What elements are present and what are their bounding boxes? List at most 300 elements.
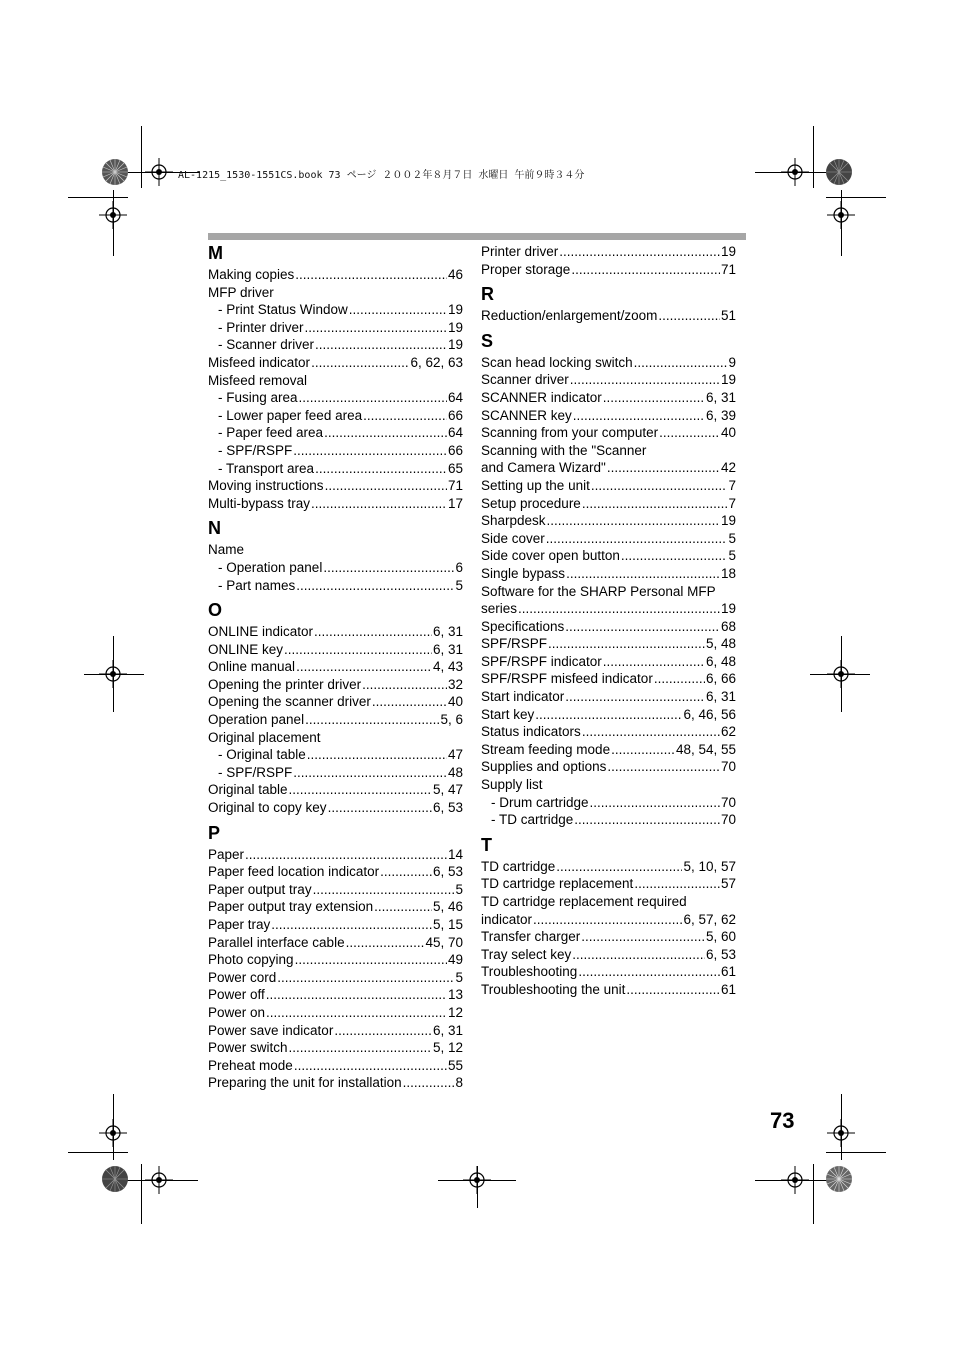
entry-pages: 6, 57, 62 xyxy=(683,911,736,927)
entry-term: SCANNER indicator xyxy=(481,389,602,405)
entry-pages: 48 xyxy=(447,764,463,780)
entry-term: - SPF/RSPF xyxy=(218,442,292,460)
index-entry xyxy=(481,407,736,425)
dot-leader xyxy=(296,658,432,676)
index-entry: Scanning with the "Scanner xyxy=(481,442,647,458)
registration-target-icon xyxy=(145,1166,173,1194)
index-entry xyxy=(208,846,463,864)
entry-pages: 71 xyxy=(447,478,463,494)
dot-leader xyxy=(607,758,720,776)
registration-target-icon xyxy=(827,660,855,688)
entry-term: Printer driver xyxy=(481,244,559,259)
registration-target-icon xyxy=(781,158,809,186)
header-rule xyxy=(208,233,746,240)
index-entry xyxy=(481,946,736,964)
index-letter-s: S xyxy=(481,330,494,351)
index-entry xyxy=(481,389,736,407)
rosette-mark-icon xyxy=(101,1165,129,1193)
entry-pages: 6, 31 xyxy=(432,624,463,640)
index-letter-o: O xyxy=(208,600,223,621)
index-subentry xyxy=(208,301,463,319)
entry-term: Power off xyxy=(208,987,265,1003)
entry-term: Side cover xyxy=(481,530,545,546)
index-entry xyxy=(208,863,463,881)
entry-pages: 42 xyxy=(720,460,736,476)
dot-leader xyxy=(294,1057,447,1075)
entry-pages: 19 xyxy=(720,601,736,617)
entry-pages: 32 xyxy=(447,676,463,692)
index-entry: MFP driver xyxy=(208,284,274,300)
entry-pages: 19 xyxy=(720,244,736,259)
entry-term: Power save indicator xyxy=(208,1022,334,1038)
entry-pages: 71 xyxy=(720,261,736,277)
entry-term: - Original table xyxy=(218,746,306,764)
entry-pages: 6, 48 xyxy=(705,653,736,669)
entry-pages: 13 xyxy=(447,987,463,1003)
entry-pages: 9 xyxy=(728,354,736,370)
entry-pages: 19 xyxy=(447,337,463,353)
dot-leader xyxy=(295,266,447,284)
entry-term: Transfer charger xyxy=(481,929,581,945)
dot-leader xyxy=(546,530,728,548)
index-letter-n: N xyxy=(208,518,221,539)
index-subentry xyxy=(481,794,736,812)
entry-term: SCANNER key xyxy=(481,407,572,423)
index-entry xyxy=(208,354,463,372)
dot-leader xyxy=(315,460,447,478)
dot-leader xyxy=(556,858,682,876)
index-subentry xyxy=(208,336,463,354)
index-entry xyxy=(208,641,463,659)
entry-pages: 40 xyxy=(720,425,736,441)
entry-pages: 5, 10, 57 xyxy=(683,858,736,874)
entry-term: indicator xyxy=(481,911,533,927)
index-entry: Name xyxy=(208,542,245,558)
entry-pages: 66 xyxy=(447,407,463,423)
index-entry: Software for the SHARP Personal MFP xyxy=(481,583,716,599)
registration-target-icon xyxy=(99,660,127,688)
entry-term: - Drum cartridge xyxy=(491,794,589,812)
entry-pages: 6, 31 xyxy=(432,1022,463,1038)
entry-term: Opening the printer driver xyxy=(208,676,362,692)
dot-leader xyxy=(266,1004,447,1022)
entry-term: Preheat mode xyxy=(208,1057,293,1073)
entry-pages: 6, 31 xyxy=(705,689,736,705)
dot-leader xyxy=(658,307,720,325)
entry-term: Paper output tray xyxy=(208,881,312,897)
entry-term: - SPF/RSPF xyxy=(218,764,292,782)
index-entry xyxy=(208,951,463,969)
index-entry xyxy=(481,243,736,261)
index-entry: Original placement xyxy=(208,729,321,745)
entry-pages: 5, 6 xyxy=(440,712,463,728)
dot-leader xyxy=(591,477,728,495)
entry-pages: 49 xyxy=(447,952,463,968)
entry-term: Multi-bypass tray xyxy=(208,495,311,511)
entry-pages: 51 xyxy=(720,308,736,324)
dot-leader xyxy=(245,846,447,864)
entry-pages: 19 xyxy=(447,302,463,318)
index-entry xyxy=(208,969,463,987)
entry-term: Parallel interface cable xyxy=(208,934,345,950)
entry-term: Preparing the unit for installation xyxy=(208,1075,402,1091)
dot-leader xyxy=(654,670,705,688)
entry-term: - Part names xyxy=(218,577,295,595)
entry-term: Scanner driver xyxy=(481,372,569,388)
entry-pages: 55 xyxy=(447,1057,463,1073)
dot-leader xyxy=(323,559,454,577)
index-entry: Supply list xyxy=(481,777,543,793)
rosette-mark-icon xyxy=(825,1165,853,1193)
entry-term: Original table xyxy=(208,782,288,798)
entry-term: - Paper feed area xyxy=(218,424,323,442)
index-subentry xyxy=(208,442,463,460)
entry-pages: 5, 60 xyxy=(705,929,736,945)
entry-term: Start key xyxy=(481,706,535,722)
entry-pages: 12 xyxy=(447,1004,463,1020)
entry-pages: 68 xyxy=(720,618,736,634)
dot-leader xyxy=(581,928,705,946)
entry-pages: 5, 15 xyxy=(432,917,463,932)
dot-leader xyxy=(533,911,682,929)
index-entry xyxy=(481,741,736,759)
dot-leader xyxy=(314,623,432,641)
index-subentry xyxy=(208,424,463,442)
entry-term: Setup procedure xyxy=(481,495,581,511)
entry-term: Supplies and options xyxy=(481,759,607,775)
entry-pages: 5, 48 xyxy=(705,636,736,652)
rosette-mark-icon xyxy=(825,158,853,186)
dot-leader xyxy=(289,1039,432,1057)
entry-term: Making copies xyxy=(208,267,295,282)
index-entry xyxy=(481,565,736,583)
entry-pages: 18 xyxy=(720,565,736,581)
dot-leader xyxy=(311,495,447,513)
entry-term: - Transport area xyxy=(218,460,314,478)
print-file-header: AL-1215_1530-1551CS.book 73 ページ ２００２年８月７日 水曜日 午前９時３４分 xyxy=(178,170,585,181)
dot-leader xyxy=(578,963,720,981)
dot-leader xyxy=(634,354,728,372)
index-entry xyxy=(208,799,463,817)
entry-pages: 17 xyxy=(447,495,463,511)
dot-leader xyxy=(362,676,447,694)
index-entry xyxy=(481,261,736,279)
entry-pages: 19 xyxy=(720,513,736,529)
entry-pages: 5 xyxy=(455,969,463,985)
entry-pages: 70 xyxy=(720,812,736,828)
dot-leader xyxy=(559,243,720,261)
entry-pages: 5, 47 xyxy=(432,782,463,798)
index-entry xyxy=(481,706,736,724)
entry-term: - Printer driver xyxy=(218,319,304,337)
index-entry xyxy=(208,477,463,495)
entry-term: Setting up the unit xyxy=(481,477,590,493)
index-entry xyxy=(208,711,463,729)
dot-leader xyxy=(573,407,705,425)
dot-leader xyxy=(634,875,720,893)
entry-term: Scan head locking switch xyxy=(481,354,633,370)
dot-leader xyxy=(325,477,447,495)
index-entry xyxy=(208,881,463,899)
entry-term: - Fusing area xyxy=(218,389,298,407)
index-entry xyxy=(481,758,736,776)
registration-target-icon xyxy=(145,158,173,186)
index-entry xyxy=(481,424,736,442)
index-letter-p: P xyxy=(208,822,221,843)
index-entry xyxy=(481,307,736,325)
entry-term: Power cord xyxy=(208,969,277,985)
entry-term: Paper tray xyxy=(208,917,271,932)
entry-term: Photo copying xyxy=(208,952,294,968)
entry-pages: 6, 66 xyxy=(705,671,736,687)
index-entry xyxy=(481,653,736,671)
entry-pages: 47 xyxy=(447,747,463,763)
index-entry xyxy=(481,928,736,946)
index-entry xyxy=(481,512,736,530)
registration-target-icon xyxy=(99,201,127,229)
index-entry xyxy=(481,688,736,706)
dot-leader xyxy=(293,442,447,460)
entry-term: Paper feed location indicator xyxy=(208,864,380,880)
entry-pages: 45, 70 xyxy=(425,934,463,950)
dot-leader xyxy=(380,863,432,881)
index-subentry xyxy=(481,811,736,829)
entry-term: Power on xyxy=(208,1004,266,1020)
dot-leader xyxy=(271,916,432,934)
index-entry xyxy=(481,354,736,372)
registration-target-icon xyxy=(99,1119,127,1147)
dot-leader xyxy=(570,371,720,389)
dot-leader xyxy=(346,934,425,952)
dot-leader xyxy=(305,711,439,729)
registration-target-icon xyxy=(827,1119,855,1147)
entry-pages: 7 xyxy=(728,477,736,493)
entry-pages: 6, 31 xyxy=(432,641,463,657)
index-entry xyxy=(481,459,736,477)
index-entry xyxy=(481,495,736,513)
entry-term: Reduction/enlargement/zoom xyxy=(481,308,658,324)
dot-leader xyxy=(574,811,720,829)
entry-pages: 6, 62, 63 xyxy=(410,354,463,370)
entry-term: SPF/RSPF misfeed indicator xyxy=(481,671,653,687)
entry-pages: 19 xyxy=(447,319,463,335)
dot-leader xyxy=(607,459,720,477)
dot-leader xyxy=(266,986,447,1004)
entry-pages: 5 xyxy=(455,577,463,593)
index-entry xyxy=(481,963,736,981)
entry-term: Tray select key xyxy=(481,946,572,962)
dot-leader xyxy=(582,723,720,741)
dot-leader xyxy=(548,635,705,653)
entry-pages: 62 xyxy=(720,724,736,740)
page-number: 73 xyxy=(770,1108,795,1133)
dot-leader xyxy=(324,424,447,442)
index-entry xyxy=(481,547,736,565)
dot-leader xyxy=(372,693,447,711)
registration-target-icon xyxy=(781,1166,809,1194)
entry-term: SPF/RSPF indicator xyxy=(481,653,602,669)
dot-leader xyxy=(313,881,455,899)
index-entry xyxy=(481,670,736,688)
index-entry xyxy=(481,981,736,999)
index-entry xyxy=(481,371,736,389)
index-entry xyxy=(208,1057,463,1075)
entry-pages: 64 xyxy=(447,390,463,406)
entry-term: TD cartridge replacement xyxy=(481,876,634,892)
dot-leader xyxy=(566,565,720,583)
dot-leader xyxy=(293,764,447,782)
index-letter-r: R xyxy=(481,284,494,305)
entry-pages: 70 xyxy=(720,794,736,810)
index-entry xyxy=(481,600,736,618)
dot-leader xyxy=(621,547,728,565)
entry-pages: 70 xyxy=(720,759,736,775)
index-entry xyxy=(208,495,463,513)
dot-leader xyxy=(572,946,705,964)
index-entry xyxy=(208,676,463,694)
dot-leader xyxy=(626,981,720,999)
dot-leader xyxy=(603,653,705,671)
entry-term: Original to copy key xyxy=(208,800,327,816)
index-subentry xyxy=(208,746,463,764)
dot-leader xyxy=(571,261,720,279)
index-entry xyxy=(208,1074,463,1092)
entry-pages: 6, 53 xyxy=(432,864,463,880)
dot-leader xyxy=(363,407,447,425)
dot-leader xyxy=(547,512,720,530)
index-entry xyxy=(208,658,463,676)
index-entry: Misfeed removal xyxy=(208,372,308,388)
index-subentry xyxy=(208,389,463,407)
dot-leader xyxy=(284,641,432,659)
dot-leader xyxy=(289,781,432,799)
entry-term: Operation panel xyxy=(208,712,305,728)
index-letter-t: T xyxy=(481,834,492,855)
dot-leader xyxy=(315,336,447,354)
dot-leader xyxy=(518,600,720,618)
index-entry xyxy=(208,693,463,711)
dot-leader xyxy=(334,1022,432,1040)
entry-pages: 66 xyxy=(447,442,463,458)
dot-leader xyxy=(403,1074,455,1092)
entry-pages: 6, 39 xyxy=(705,407,736,423)
dot-leader xyxy=(328,799,432,817)
entry-term: Paper output tray extension xyxy=(208,899,374,915)
index-subentry xyxy=(208,559,463,577)
entry-term: Stream feeding mode xyxy=(481,741,611,757)
index-entry xyxy=(481,477,736,495)
entry-term: Online manual xyxy=(208,659,296,675)
entry-pages: 19 xyxy=(720,372,736,388)
dot-leader xyxy=(296,577,454,595)
index-entry xyxy=(208,781,463,799)
index-entry xyxy=(208,934,463,952)
entry-pages: 6, 31 xyxy=(705,389,736,405)
entry-term: Troubleshooting the unit xyxy=(481,981,626,997)
entry-pages: 5 xyxy=(728,530,736,546)
entry-pages: 5 xyxy=(455,881,463,897)
entry-term: ONLINE indicator xyxy=(208,624,314,640)
entry-pages: 5 xyxy=(728,548,736,564)
entry-term: Sharpdesk xyxy=(481,513,546,529)
entry-pages: 7 xyxy=(728,495,736,511)
dot-leader xyxy=(535,706,682,724)
entry-term: series xyxy=(481,601,518,617)
index-column-left xyxy=(208,243,463,1092)
entry-pages: 64 xyxy=(447,425,463,441)
entry-term: Scanning from your computer xyxy=(481,425,659,441)
entry-pages: 8 xyxy=(455,1075,463,1091)
dot-leader xyxy=(659,424,720,442)
entry-pages: 14 xyxy=(447,846,463,862)
entry-pages: 6 xyxy=(455,559,463,575)
entry-pages: 61 xyxy=(720,981,736,997)
registration-target-icon xyxy=(463,1166,491,1194)
entry-term: - Scanner driver xyxy=(218,336,314,354)
entry-term: Paper xyxy=(208,846,245,862)
rosette-mark-icon xyxy=(101,158,129,186)
dot-leader xyxy=(277,969,454,987)
index-entry xyxy=(208,623,463,641)
entry-term: and Camera Wizard" xyxy=(481,460,606,476)
entry-term: Specifications xyxy=(481,618,565,634)
dot-leader xyxy=(299,389,447,407)
index-letter-m: M xyxy=(208,243,223,263)
entry-term: Opening the scanner driver xyxy=(208,694,371,710)
dot-leader xyxy=(603,389,705,407)
index-subentry xyxy=(208,577,463,595)
entry-term: Single bypass xyxy=(481,565,566,581)
entry-term: Status indicators xyxy=(481,724,581,740)
index-entry xyxy=(481,723,736,741)
registration-target-icon xyxy=(827,201,855,229)
entry-pages: 46 xyxy=(447,267,463,282)
entry-pages: 57 xyxy=(720,876,736,892)
entry-term: - Operation panel xyxy=(218,559,322,577)
dot-leader xyxy=(307,746,447,764)
entry-pages: 65 xyxy=(447,460,463,476)
dot-leader xyxy=(590,794,720,812)
index-entry xyxy=(481,635,736,653)
entry-term: Moving instructions xyxy=(208,478,324,494)
entry-term: - Print Status Window xyxy=(218,301,348,319)
index-subentry xyxy=(208,407,463,425)
entry-term: TD cartridge xyxy=(481,858,556,874)
index-subentry xyxy=(208,764,463,782)
entry-term: Proper storage xyxy=(481,261,571,277)
entry-term: Start indicator xyxy=(481,689,565,705)
dot-leader xyxy=(565,688,705,706)
entry-term: Side cover open button xyxy=(481,548,620,564)
entry-term: Power switch xyxy=(208,1040,288,1056)
index-entry xyxy=(481,530,736,548)
index-entry xyxy=(208,1039,463,1057)
index-entry xyxy=(208,916,463,934)
dot-leader xyxy=(582,495,728,513)
entry-term: ONLINE key xyxy=(208,641,284,657)
index-column-right xyxy=(481,243,736,999)
index-entry xyxy=(481,875,736,893)
dot-leader xyxy=(565,618,720,636)
entry-pages: 61 xyxy=(720,964,736,980)
entry-pages: 4, 43 xyxy=(432,659,463,675)
dot-leader xyxy=(295,951,447,969)
dot-leader xyxy=(611,741,675,759)
index-entry xyxy=(208,1004,463,1022)
entry-pages: 5, 12 xyxy=(432,1040,463,1056)
index-entry xyxy=(208,266,463,284)
index-entry xyxy=(208,1022,463,1040)
